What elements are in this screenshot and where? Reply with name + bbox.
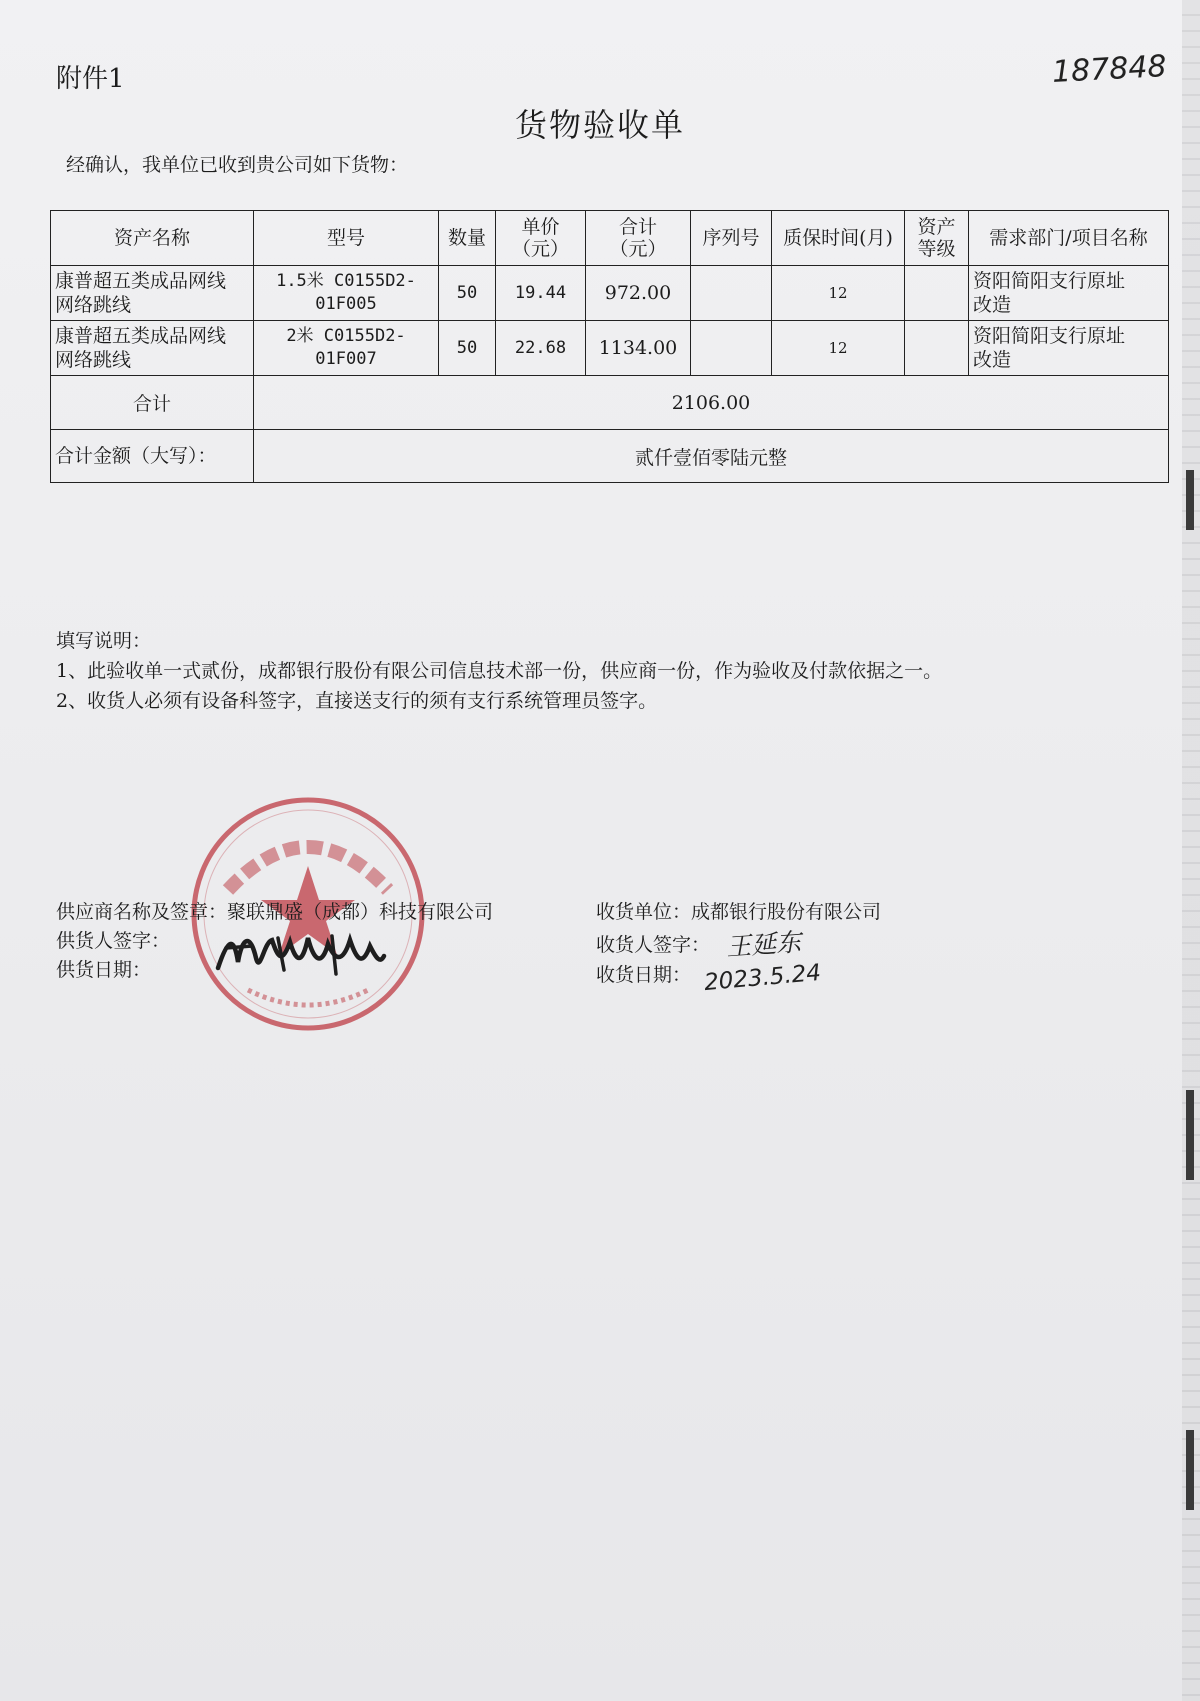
amount-row	[51, 430, 1169, 483]
header-serial: 序列号	[691, 211, 772, 266]
cell-serial	[691, 266, 772, 321]
receiver-signer-label: 收货人签字：	[596, 934, 711, 956]
header-dept: 需求部门/项目名称	[969, 211, 1169, 266]
sum-row	[51, 376, 1169, 430]
cell-asset-name: 康普超五类成品网线 网络跳线	[51, 266, 254, 321]
serial-number: 187848	[1051, 49, 1168, 90]
cell-qty: 50	[439, 321, 496, 376]
cell-dept: 资阳简阳支行原址 改造	[969, 321, 1169, 376]
supplier-name-label: 供应商名称及签章：	[56, 901, 228, 923]
cell-model: 1.5米 C0155D2- 01F005	[254, 266, 439, 321]
cell-serial	[691, 321, 772, 376]
receiver-date-label: 收货日期：	[596, 964, 692, 986]
instructions-heading: 填写说明：	[56, 630, 152, 652]
scan-edge-mark	[1186, 470, 1194, 530]
instruction-item: 2、收货人必须有设备科签字，直接送支行的须有支行系统管理员签字。	[56, 690, 658, 712]
document-title: 货物验收单	[514, 106, 685, 144]
sum-value: 2106.00	[254, 376, 1169, 430]
cell-grade	[905, 266, 969, 321]
header-unit-price: 单价 （元）	[496, 211, 586, 266]
receiver-unit-line	[596, 897, 881, 924]
header-total: 合计 （元）	[586, 211, 691, 266]
header-grade: 资产 等级	[905, 211, 969, 266]
cell-qty: 50	[439, 266, 496, 321]
cell-warranty: 12	[772, 321, 905, 376]
header-qty: 数量	[439, 211, 496, 266]
instructions	[56, 626, 942, 716]
scan-edge-mark	[1186, 1430, 1194, 1510]
cell-unit-price: 22.68	[496, 321, 586, 376]
receiver-unit-label: 收货单位：	[596, 901, 692, 923]
goods-table	[50, 210, 1169, 483]
cell-grade	[905, 321, 969, 376]
amount-label: 合计金额（大写）：	[51, 430, 254, 483]
attachment-label: 附件1	[56, 64, 125, 94]
cell-asset-name: 康普超五类成品网线 网络跳线	[51, 321, 254, 376]
supplier-name-value: 聚联鼎盛（成都）科技有限公司	[227, 901, 494, 923]
instruction-item: 1、此验收单一式贰份，成都银行股份有限公司信息技术部一份，供应商一份，作为验收及付款依据之一。	[56, 660, 943, 682]
cell-model: 2米 C0155D2- 01F007	[254, 321, 439, 376]
supplier-signature	[212, 918, 388, 982]
table-row	[51, 266, 1169, 321]
amount-value: 贰仟壹佰零陆元整	[254, 430, 1169, 483]
receiver-date: 2023.5.24	[703, 959, 822, 997]
cell-total: 972.00	[586, 266, 691, 321]
header-asset-name: 资产名称	[51, 211, 254, 266]
cell-total: 1134.00	[586, 321, 691, 376]
confirm-text: 经确认，我单位已收到贵公司如下货物：	[66, 154, 409, 176]
receiver-signature: 王延东	[725, 927, 803, 962]
supplier-date-label: 供货日期：	[56, 959, 152, 981]
header-warranty: 质保时间(月)	[772, 211, 905, 266]
supplier-signer-label: 供货人签字：	[56, 930, 171, 952]
receiver-unit-value: 成都银行股份有限公司	[691, 901, 882, 923]
cell-unit-price: 19.44	[496, 266, 586, 321]
table-row	[51, 321, 1169, 376]
scan-edge-mark	[1186, 1090, 1194, 1180]
table-header-row	[51, 211, 1169, 266]
cell-warranty: 12	[772, 266, 905, 321]
header-model: 型号	[254, 211, 439, 266]
cell-dept: 资阳简阳支行原址 改造	[969, 266, 1169, 321]
sum-label: 合计	[51, 376, 254, 430]
